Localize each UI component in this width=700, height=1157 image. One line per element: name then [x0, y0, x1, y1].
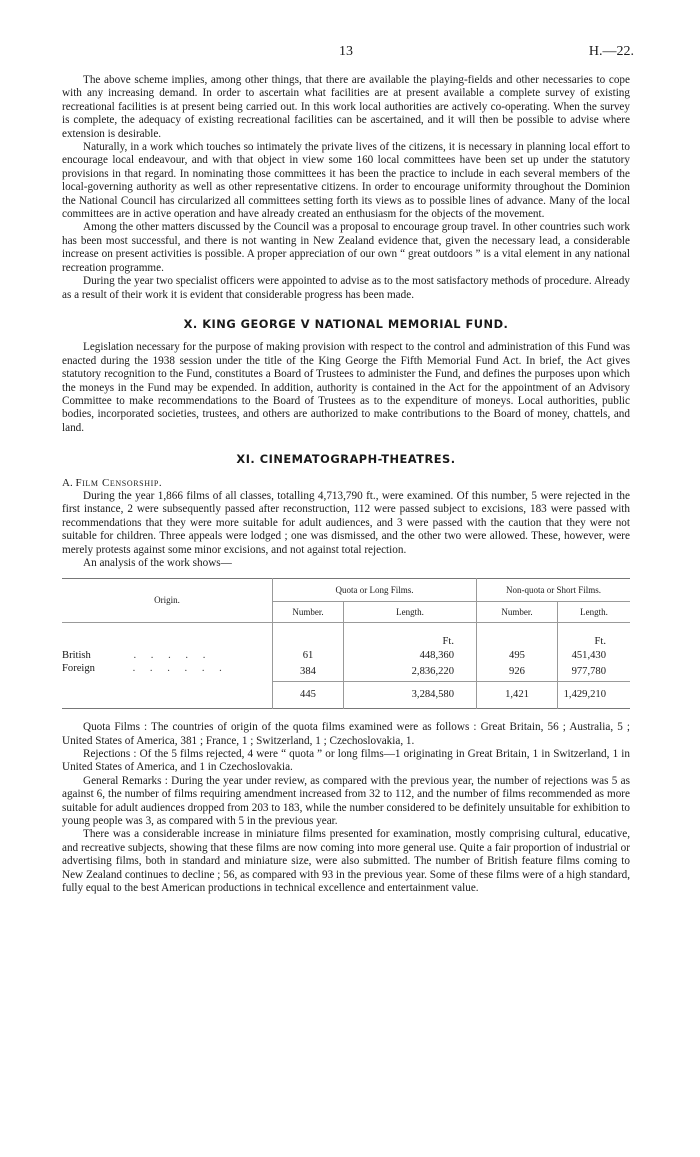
- quota-length-cell: 448,360: [344, 649, 477, 662]
- document-body: [62, 74, 630, 895]
- nonquota-number-cell: 495: [477, 649, 558, 662]
- table-row: [62, 662, 630, 681]
- unit-label: Ft.: [558, 623, 631, 649]
- quota-length-cell: 2,836,220: [344, 662, 477, 681]
- nonquota-number-total: 1,421: [477, 682, 558, 709]
- quota-length-total: 3,284,580: [344, 682, 477, 709]
- nonquota-number-cell: 926: [477, 662, 558, 681]
- paragraph: Quota Films : The countries of origin of the quota films examined were as follows : Great Britain, 56 ; Australia, 5 ; United States of America, 381 ; France, 1 ; Switzerland, 1 ; Czechoslovakia, 1.: [62, 721, 630, 747]
- length-header: Length.: [558, 602, 631, 623]
- paragraph: Naturally, in a work which touches so intimately the private lives of the citizens, it is necessary in planning local effort to encourage local endeavour, and with that object in view some 160 local committees have been set up under the statutory provisions in that regard. In nominating those committees it has been the practice to include in each several members of the local-governing authority as well as other representative citizens. In order to encourage uniformity throughout the Dominion the National Council has circularized all committees setting forth its views as to possible lines of advance. Many of the local committees are in active operation and have already created an enthusiasm for the objects of the movement.: [62, 141, 630, 221]
- paragraph: During the year 1,866 films of all classes, totalling 4,713,790 ft., were examined. Of this number, 5 were rejected in the first instance, 2 were subsequently passed after reconstruction, 112 were passed subject to excisions, 183 were passed with recommendations that they were more suitable for adult audiences, and 3 were passed with the caution that they were not suitable for children. Three appeals were lodged ; one was dismissed, and the other two were allowed. These, however, were merely protests against some minor excisions, and not against total rejection.: [62, 489, 630, 556]
- total-row: [62, 682, 630, 709]
- nonquota-header: Non-quota or Short Films.: [477, 579, 631, 602]
- origin-cell: Foreign: [62, 663, 95, 675]
- quota-number-total: 445: [273, 682, 344, 709]
- subsection-title: Film Censorship.: [75, 476, 163, 489]
- table-row: [62, 649, 630, 662]
- paragraph: General Remarks : During the year under review, as compared with the previous year, the number of rejections was 5 as against 6, the number of films requiring amendment increased from 32 to 112, and the number of films recommended as more suitable for adult audiences dropped from 203 to 183, while the number considered to be definitely unsuitable for exhibition to young people was 3, as compared with 5 in the previous year.: [62, 774, 630, 827]
- subsection-prefix: A.: [62, 476, 73, 489]
- nonquota-length-total: 1,429,210: [558, 682, 631, 709]
- page-number: 13: [339, 44, 353, 59]
- section-heading: XI. CINEMATOGRAPH-THEATRES.: [236, 452, 456, 467]
- page-header: [62, 40, 634, 62]
- nonquota-length-cell: 451,430: [558, 649, 631, 662]
- document-reference: H.—22.: [588, 44, 634, 59]
- number-header: Number.: [273, 602, 344, 623]
- number-header: Number.: [477, 602, 558, 623]
- quota-number-cell: 384: [273, 662, 344, 681]
- paragraph: The above scheme implies, among other things, that there are available the playing-fields and other necessaries to cope with any increasing demand. In order to ascertain what facilities are at present available a complete survey of existing recreational facilities is at present being carried out. In this work local authorities are actively co-operating. When the survey is complete, the adequacy of existing recreational facilities can be ascertained, and it will then be possible to advise where extension is desirable.: [62, 74, 630, 140]
- leader-dots: . . . . . .: [132, 663, 228, 675]
- paragraph: Among the other matters discussed by the Council was a proposal to encourage group travel. In other countries such work has been most successful, and there is not wanting in New Zealand evidence that, given the necessary lead, a considerable increase on present activities is possible. A proper appreciation of our own “ great outdoors ” is a vital element in any national recreation programme.: [62, 221, 630, 274]
- section-heading: X. KING GEORGE V NATIONAL MEMORIAL FUND.: [183, 316, 509, 331]
- subsection-heading: [62, 477, 630, 490]
- origin-header: Origin.: [62, 579, 273, 623]
- paragraph: Legislation necessary for the purpose of making provision with respect to the control and administration of this Fund was enacted during the 1938 session under the title of the King George the Fifth Memorial Fund Act. In brief, the Act gives statutory recognition to the Fund, constitutes a Board of Trustees to administer the Fund, and defines the purposes upon which the moneys in the Fund may be expended. In addition, authority is contained in the Act for the appointment of an Advisory Committee to make recommendations to the Board of Trustees as to the expenditure of moneys. Local authorities, public bodies, incorporated societies, trustees, and others are authorized to make contributions to the Board of money, chattels, and land.: [62, 341, 630, 434]
- length-header: Length.: [344, 602, 477, 623]
- origin-cell: British: [62, 649, 91, 661]
- leader-dots: . . . . .: [133, 649, 212, 661]
- nonquota-length-cell: 977,780: [558, 662, 631, 681]
- quota-number-cell: 61: [273, 649, 344, 662]
- paragraph: There was a considerable increase in miniature films presented for examination, mostly comprising cultural, educative, and recreative subjects, showing that these films are now coming into more general use. Quite a fair proportion of industrial or advertising films, both in standard and miniature size, were also submitted. The number of British feature films coming to New Zealand continues to decline ; 56, as compared with 93 in the previous year. Some of these films were of a high standard, fully equal to the best American productions in technical excellence and entertainment value.: [62, 828, 630, 894]
- unit-label: Ft.: [344, 623, 477, 649]
- quota-header: Quota or Long Films.: [273, 579, 477, 602]
- paragraph: Rejections : Of the 5 films rejected, 4 were “ quota ” or long films—1 originating in Great Britain, 1 in Switzerland, 1 in United States of America, and 1 in Czechoslovakia.: [62, 747, 630, 774]
- document-page: [62, 40, 634, 895]
- paragraph: An analysis of the work shows—: [83, 557, 232, 569]
- paragraph: During the year two specialist officers were appointed to advise as to the most satisfactory methods of procedure. Already as a result of their work it is evident that considerable progress has been made.: [62, 275, 630, 301]
- analysis-table: [62, 578, 630, 709]
